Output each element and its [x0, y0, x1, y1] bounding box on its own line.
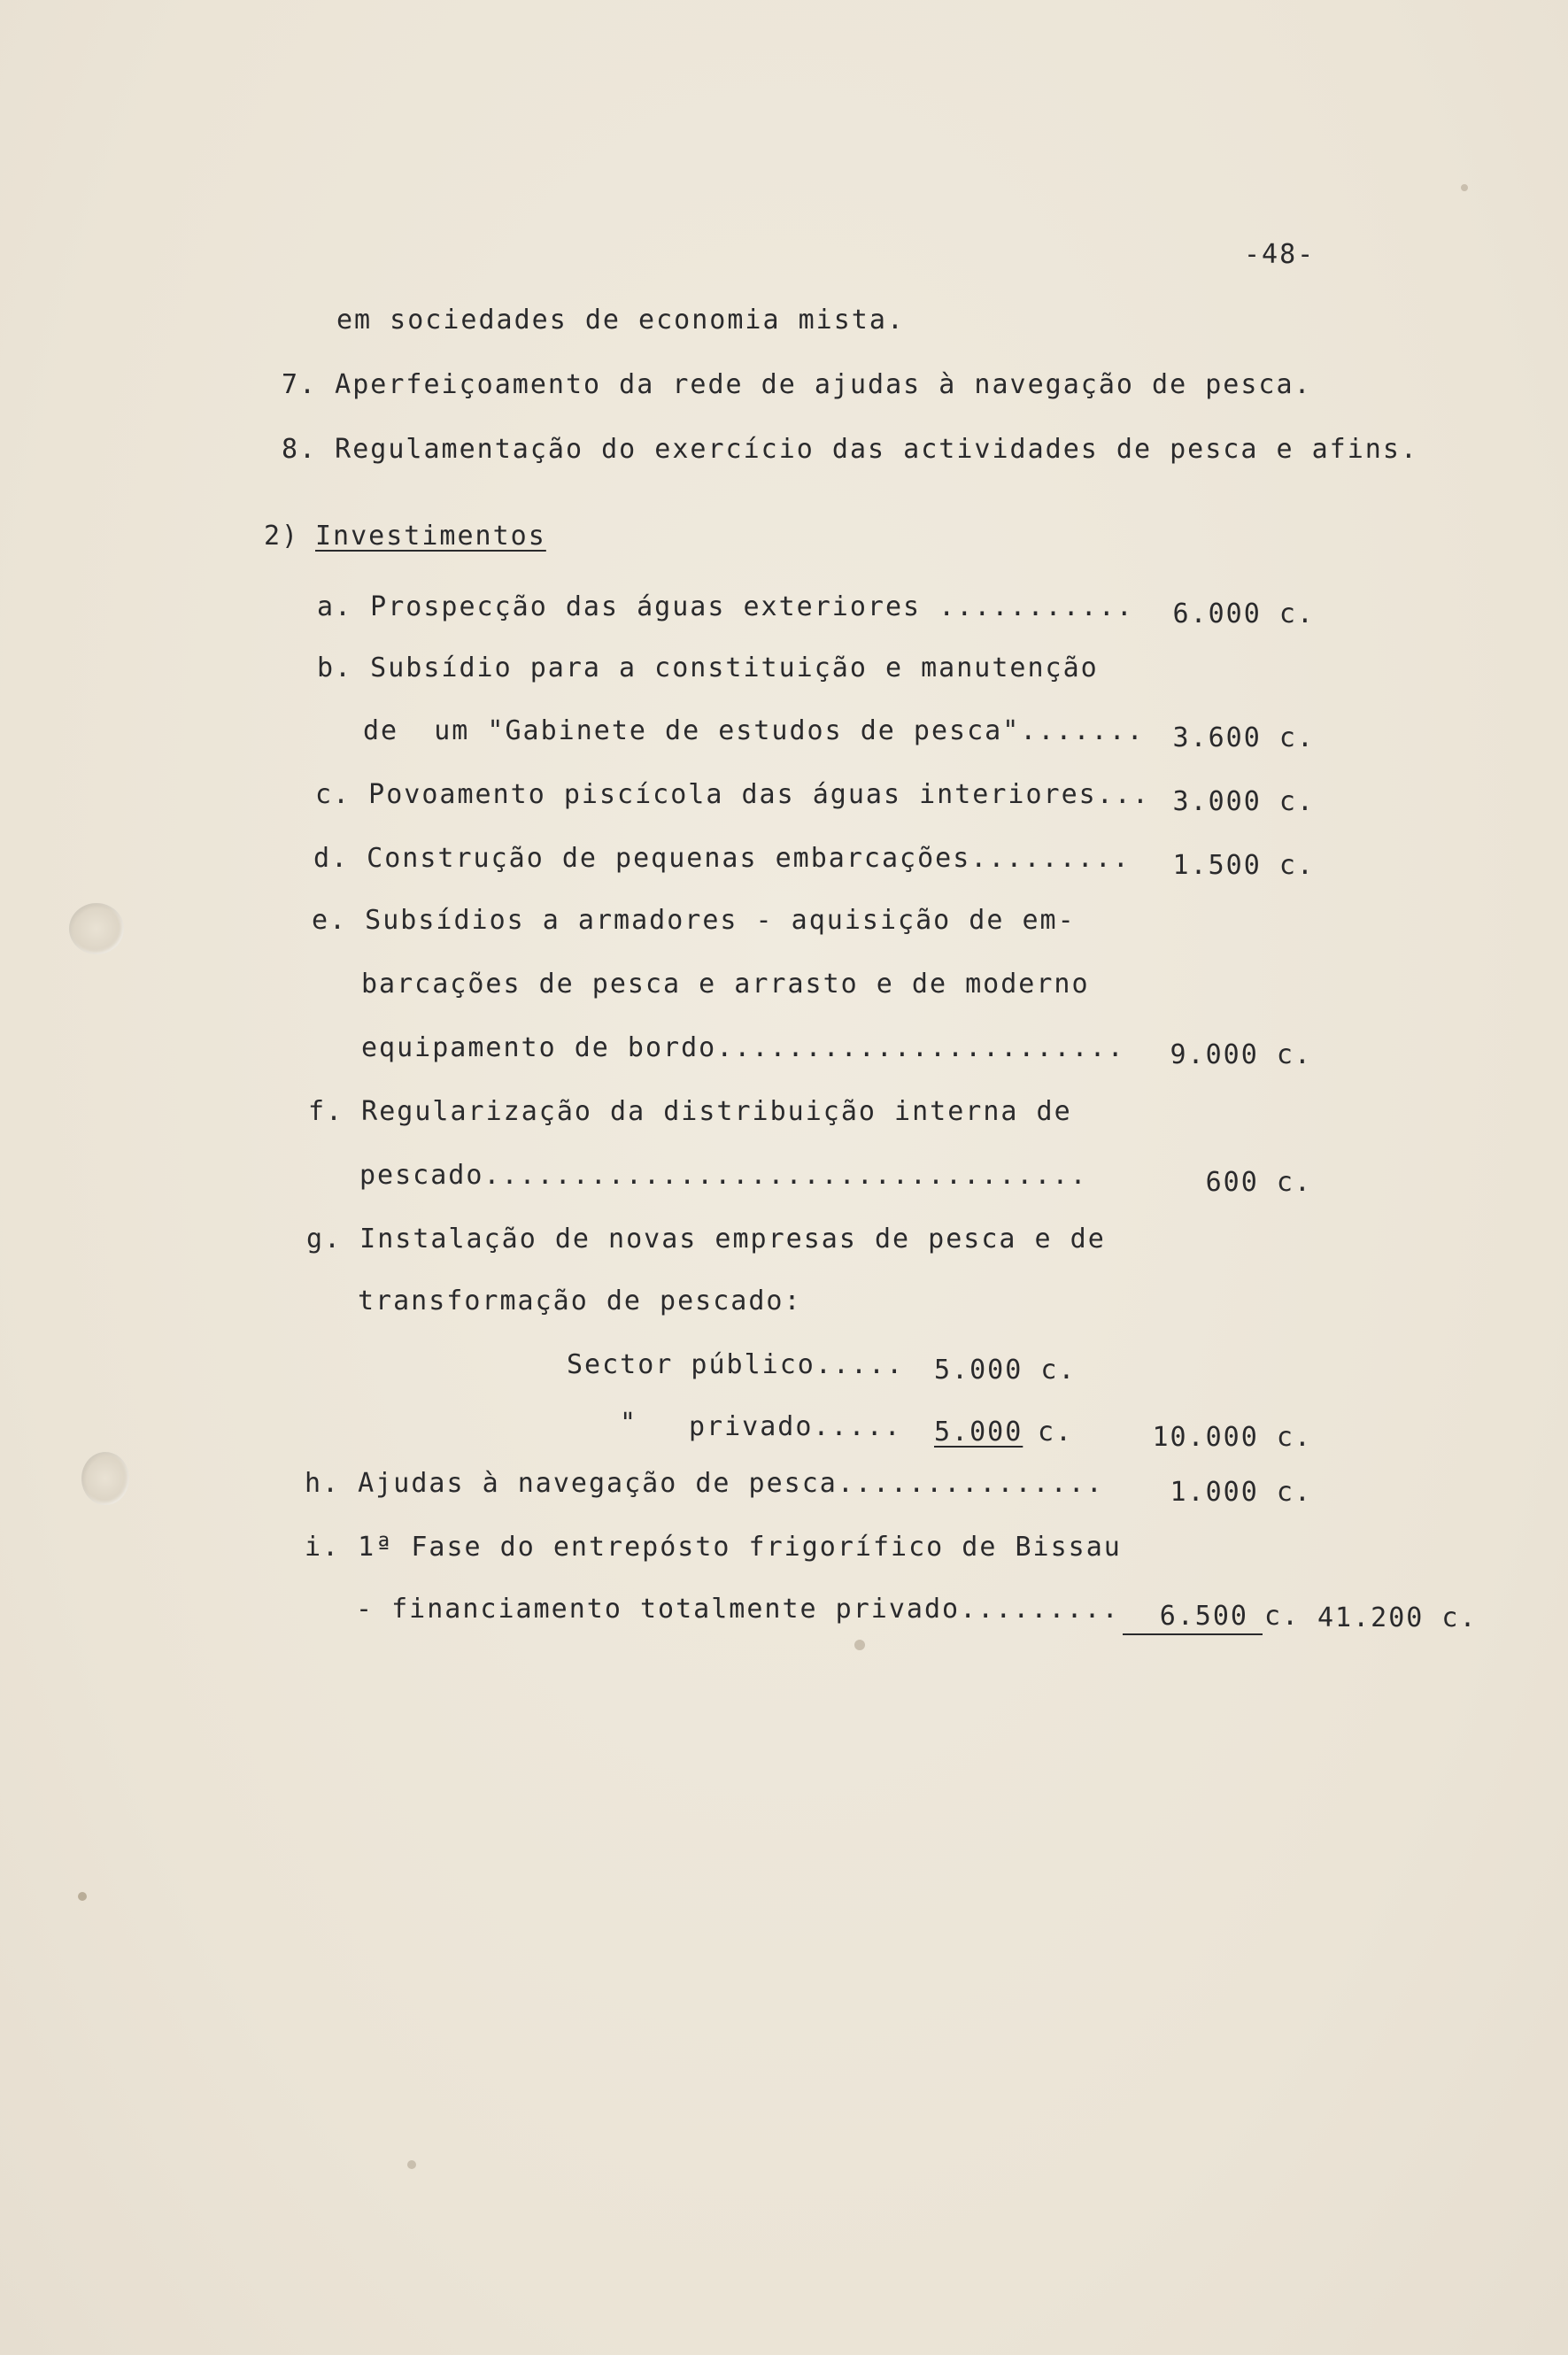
item-a-value: 6.000 c. [1172, 598, 1315, 629]
paper-speck [78, 1892, 87, 1901]
list-item-7: 7. Aperfeiçoamento da rede de ajudas à navegação de pesca. [282, 369, 1312, 400]
paper-speck [1461, 184, 1468, 191]
item-e-value: 9.000 c. [1170, 1039, 1312, 1070]
page-number: -48- [1244, 239, 1316, 270]
section-title: Investimentos [315, 521, 546, 552]
item-b-text-cont: de um "Gabinete de estudos de pesca"....... [363, 715, 1145, 746]
item-i-unit: c. [1264, 1601, 1301, 1632]
emboss-mark [69, 903, 124, 954]
item-g-private-value: 5.000 [934, 1417, 1023, 1448]
emboss-mark [81, 1452, 129, 1505]
item-d-value: 1.500 c. [1172, 850, 1315, 881]
item-g-private-unit: c. [1038, 1417, 1074, 1448]
item-d-text: d. Construção de pequenas embarcações......... [313, 843, 1131, 874]
item-g-private-label: privado..... [689, 1411, 902, 1442]
item-i-value: 6.500 [1159, 1601, 1248, 1632]
grand-total: 41.200 c. [1317, 1602, 1478, 1633]
item-c-text: c. Povoamento piscícola das águas interiores... [315, 779, 1150, 810]
item-g-public-value: 5.000 c. [934, 1355, 1077, 1386]
item-g-ditto-mark: " [620, 1408, 638, 1439]
item-b-value: 3.600 c. [1172, 722, 1315, 753]
item-e-text-cont: barcações de pesca e arrasto e de moderno [361, 969, 1090, 1000]
item-h-text: h. Ajudas à navegação de pesca............... [305, 1468, 1104, 1499]
item-g-text: g. Instalação de novas empresas de pesca e de [306, 1224, 1106, 1255]
item-a-text: a. Prospecção das águas exteriores ........... [317, 591, 1134, 622]
paper-speck [407, 2160, 416, 2169]
item-g-total: 10.000 c. [1152, 1422, 1312, 1453]
section-number: 2) [264, 521, 300, 552]
item-i-text-cont: - financiamento totalmente privado......... [356, 1594, 1120, 1625]
item-c-value: 3.000 c. [1172, 786, 1315, 817]
item-g-public-label: Sector público..... [567, 1349, 905, 1380]
item-f-value: 600 c. [1205, 1167, 1312, 1198]
item-e-text: e. Subsídios a armadores - aquisição de em- [312, 905, 1076, 936]
item-b-text: b. Subsídio para a constituição e manutenção [317, 652, 1099, 683]
list-item-8: 8. Regulamentação do exercício das actividades de pesca e afins. [282, 434, 1418, 465]
item-f-text-cont: pescado.................................. [359, 1160, 1088, 1191]
list-continuation: em sociedades de economia mista. [336, 305, 905, 336]
item-i-text: i. 1ª Fase do entrepósto frigorífico de Bissau [305, 1532, 1122, 1563]
subtotal-rule [1123, 1633, 1263, 1635]
paper-speck [854, 1640, 865, 1650]
item-g-text-cont: transformação de pescado: [358, 1286, 802, 1316]
item-f-text: f. Regularização da distribuição interna de [308, 1096, 1072, 1127]
item-h-value: 1.000 c. [1170, 1477, 1312, 1508]
item-e-text-cont: equipamento de bordo....................... [361, 1032, 1125, 1063]
